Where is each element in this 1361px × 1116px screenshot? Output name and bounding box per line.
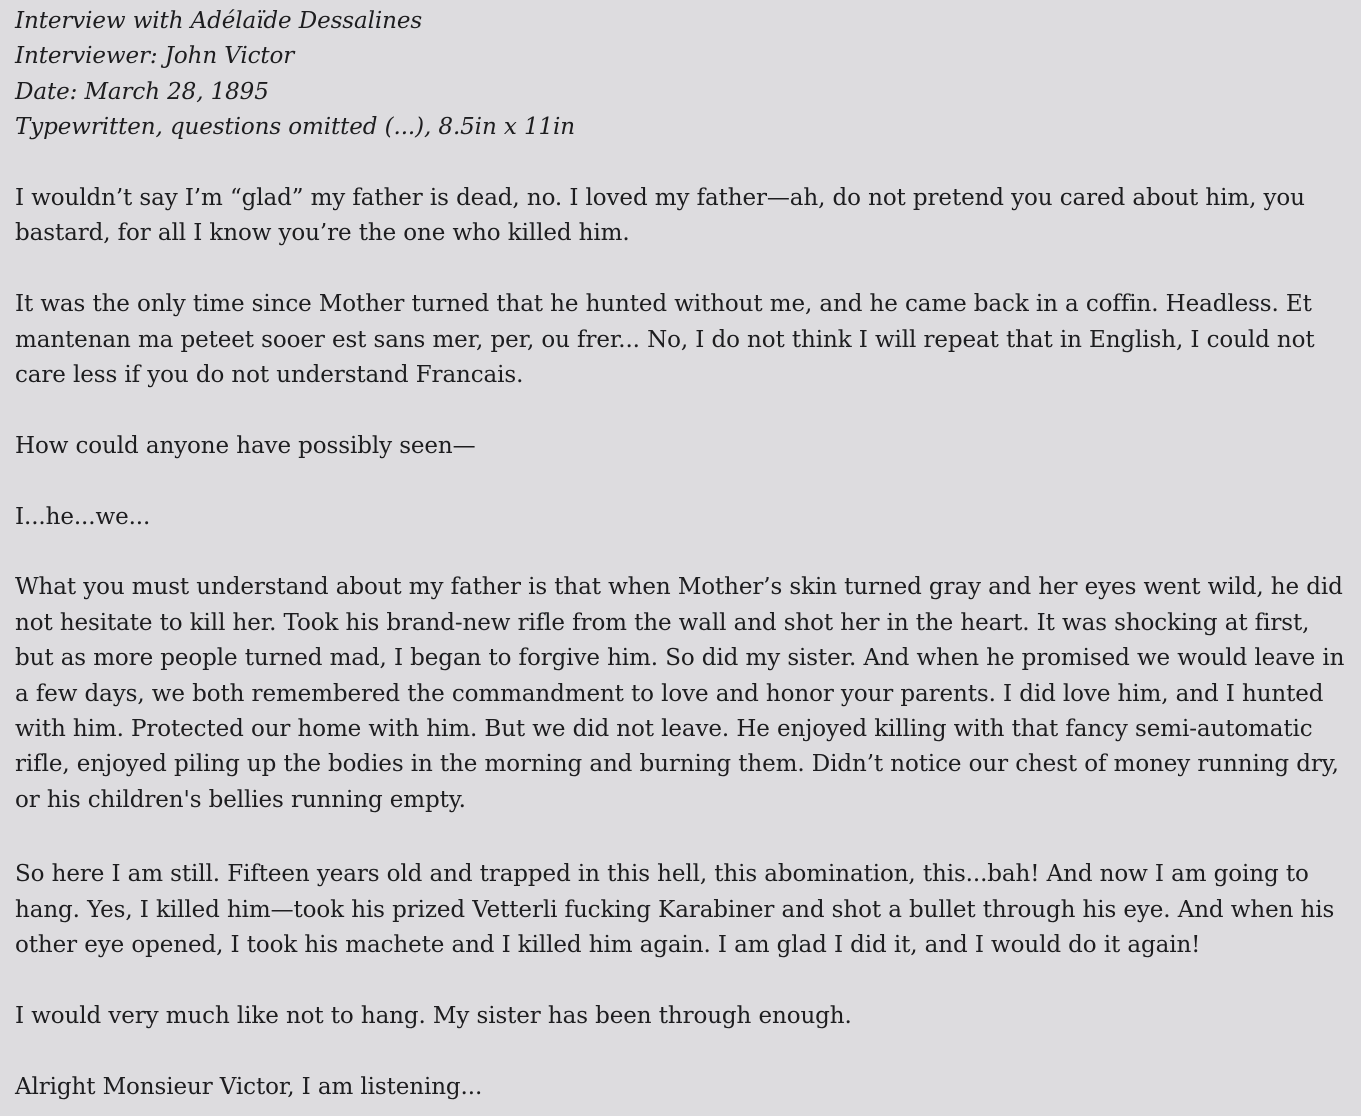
interview-document: [15, 4, 1351, 1105]
paragraph: I wouldn’t say I’m “glad” my father is dead, no. I loved my father—ah, do not pretend you cared about him, you bastard, for all I know you’re the one who killed him.: [15, 185, 1305, 247]
document-header: [15, 4, 1351, 146]
paragraph: It was the only time since Mother turned that he hunted without me, and he came back in a coffin. Headless. Et mantenan ma peteet sooer est sans mer, per, ou frer... No, I do not think I will repeat that in English, I could not care less if you do not understand Francais.: [15, 291, 1315, 389]
format-note: Typewritten, questions omitted (...), 8.5in x 11in: [15, 114, 575, 141]
paragraph: I would very much like not to hang. My sister has been through enough.: [15, 1002, 852, 1029]
interviewer-line: Interviewer: John Victor: [15, 43, 295, 70]
document-title: Interview with Adélaïde Dessalines: [15, 8, 423, 34]
paragraph: I...he...we...: [15, 503, 151, 530]
paragraph: How could anyone have possibly seen—: [15, 432, 476, 459]
paragraph: Alright Monsieur Victor, I am listening...: [15, 1073, 483, 1100]
date-line: Date: March 28, 1895: [15, 78, 269, 105]
paragraph: What you must understand about my father is that when Mother’s skin turned gray and her eyes went wild, he did not hesitate to kill her. Took his brand-new rifle from the wall and shot her in the heart. It was shocking at first, but as more people turned mad, I began to forgive him. So did my sister. And when he promised we would leave in a few days, we both remembered the commandment to love and honor your parents. I did love him, and I hunted with him. Protected our home with him. But we did not leave. He enjoyed killing with that fancy semi-automatic rifle, enjoyed piling up the bodies in the morning and burning them. Didn’t notice our chest of money running dry, or his children's bellies running empty.: [15, 574, 1345, 813]
paragraph: So here I am still. Fifteen years old and trapped in this hell, this abomination, this...bah! And now I am going to hang. Yes, I killed him—took his prized Vetterli fucking Karabiner and shot a bullet through his eye. And when his other eye opened, I took his machete and I killed him again. I am glad I did it, and I would do it again!: [15, 861, 1335, 959]
document-body: [15, 181, 1351, 1105]
